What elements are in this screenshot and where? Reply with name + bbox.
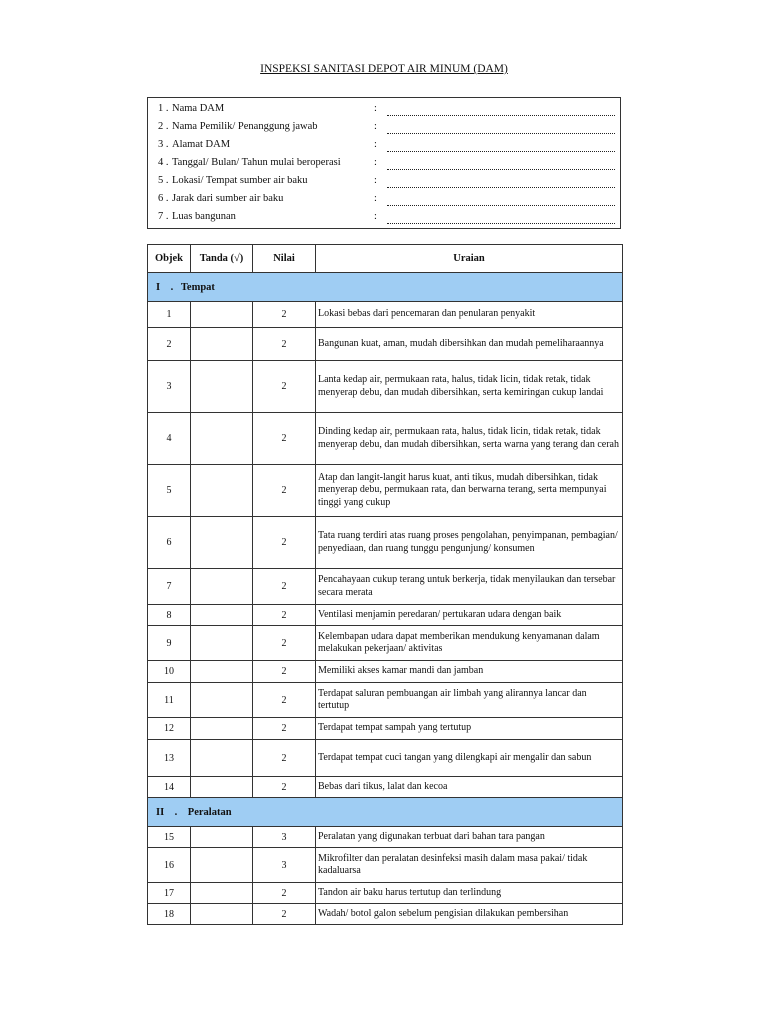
nilai-cell: 2 — [253, 569, 316, 605]
nilai-cell: 2 — [253, 740, 316, 777]
uraian-cell: Ventilasi menjamin peredaran/ pertukaran udara dengan baik — [316, 605, 623, 626]
info-fill-line[interactable] — [387, 223, 615, 224]
objek-cell: 6 — [148, 517, 191, 569]
nilai-cell: 2 — [253, 413, 316, 465]
uraian-cell: Tata ruang terdiri atas ruang proses pengolahan, penyimpanan, pembagian/ penyediaan, dan ruang tunggu pengunjung/ konsumen — [316, 517, 623, 569]
table-row — [148, 827, 623, 848]
info-number: 7 . — [158, 211, 169, 222]
nilai-cell: 2 — [253, 661, 316, 683]
info-fill-line[interactable] — [387, 133, 615, 134]
nilai-cell: 2 — [253, 302, 316, 328]
info-row-nama-dam — [148, 101, 622, 118]
tanda-cell[interactable] — [191, 328, 253, 361]
objek-cell: 10 — [148, 661, 191, 683]
tanda-cell[interactable] — [191, 683, 253, 718]
tanda-cell[interactable] — [191, 777, 253, 798]
info-number: 3 . — [158, 139, 169, 150]
objek-cell: 18 — [148, 904, 191, 925]
table-row — [148, 883, 623, 904]
section-header-peralatan — [148, 798, 623, 827]
table-row — [148, 517, 623, 569]
info-colon: : — [374, 103, 377, 114]
tanda-cell[interactable] — [191, 465, 253, 517]
tanda-cell[interactable] — [191, 718, 253, 740]
table-header-row — [148, 245, 623, 273]
header-nilai: Nilai — [253, 245, 316, 273]
table-row — [148, 718, 623, 740]
objek-cell: 17 — [148, 883, 191, 904]
tanda-cell[interactable] — [191, 517, 253, 569]
info-colon: : — [374, 121, 377, 132]
info-colon: : — [374, 193, 377, 204]
table-row — [148, 740, 623, 777]
table-row — [148, 904, 623, 925]
objek-cell: 4 — [148, 413, 191, 465]
info-number: 5 . — [158, 175, 169, 186]
info-label: Jarak dari sumber air baku — [172, 193, 284, 204]
info-row-tanggal — [148, 155, 622, 172]
uraian-cell: Lokasi bebas dari pencemaran dan penularan penyakit — [316, 302, 623, 328]
header-tanda: Tanda (√) — [191, 245, 253, 273]
tanda-cell[interactable] — [191, 904, 253, 925]
info-fill-line[interactable] — [387, 115, 615, 116]
section-header-tempat — [148, 273, 623, 302]
nilai-cell: 2 — [253, 361, 316, 413]
table-row — [148, 626, 623, 661]
table-row — [148, 413, 623, 465]
table-row — [148, 302, 623, 328]
objek-cell: 1 — [148, 302, 191, 328]
uraian-cell: Peralatan yang digunakan terbuat dari bahan tara pangan — [316, 827, 623, 848]
section-label: I . Tempat — [148, 273, 623, 302]
nilai-cell: 3 — [253, 827, 316, 848]
uraian-cell: Tandon air baku harus tertutup dan terlindung — [316, 883, 623, 904]
table-row — [148, 661, 623, 683]
info-colon: : — [374, 139, 377, 150]
info-fill-line[interactable] — [387, 187, 615, 188]
uraian-cell: Atap dan langit-langit harus kuat, anti tikus, mudah dibersihkan, tidak menyerap debu, permukaan rata, dan berwarna terang, serta mempunyai tinggi yang cukup — [316, 465, 623, 517]
table-row — [148, 777, 623, 798]
uraian-cell: Terdapat tempat sampah yang tertutup — [316, 718, 623, 740]
info-row-luas — [148, 209, 622, 226]
tanda-cell[interactable] — [191, 661, 253, 683]
objek-cell: 3 — [148, 361, 191, 413]
tanda-cell[interactable] — [191, 302, 253, 328]
info-number: 1 . — [158, 103, 169, 114]
info-row-pemilik — [148, 119, 622, 136]
uraian-cell: Bangunan kuat, aman, mudah dibersihkan dan mudah pemeliharaannya — [316, 328, 623, 361]
info-colon: : — [374, 175, 377, 186]
nilai-cell: 2 — [253, 777, 316, 798]
table-row — [148, 361, 623, 413]
tanda-cell[interactable] — [191, 626, 253, 661]
tanda-cell[interactable] — [191, 827, 253, 848]
section-label: II . Peralatan — [148, 798, 623, 827]
info-label: Tanggal/ Bulan/ Tahun mulai beroperasi — [172, 157, 341, 168]
nilai-cell: 2 — [253, 904, 316, 925]
nilai-cell: 2 — [253, 883, 316, 904]
uraian-cell: Mikrofilter dan peralatan desinfeksi masih dalam masa pakai/ tidak kadaluarsa — [316, 848, 623, 883]
info-label: Alamat DAM — [172, 139, 231, 150]
info-row-jarak — [148, 191, 622, 208]
nilai-cell: 3 — [253, 848, 316, 883]
objek-cell: 11 — [148, 683, 191, 718]
uraian-cell: Wadah/ botol galon sebelum pengisian dilakukan pembersihan — [316, 904, 623, 925]
tanda-cell[interactable] — [191, 413, 253, 465]
nilai-cell: 2 — [253, 328, 316, 361]
info-number: 4 . — [158, 157, 169, 168]
uraian-cell: Kelembapan udara dapat memberikan mendukung kenyamanan dalam melakukan pekerjaan/ aktivitas — [316, 626, 623, 661]
uraian-cell: Bebas dari tikus, lalat dan kecoa — [316, 777, 623, 798]
header-objek: Objek — [148, 245, 191, 273]
uraian-cell: Terdapat saluran pembuangan air limbah yang alirannya lancar dan tertutup — [316, 683, 623, 718]
tanda-cell[interactable] — [191, 883, 253, 904]
table-row — [148, 328, 623, 361]
objek-cell: 7 — [148, 569, 191, 605]
tanda-cell[interactable] — [191, 605, 253, 626]
uraian-cell: Dinding kedap air, permukaan rata, halus, tidak licin, tidak retak, tidak menyerap debu, dan mudah dibersihkan, serta warna yang terang dan cerah — [316, 413, 623, 465]
nilai-cell: 2 — [253, 626, 316, 661]
table-row — [148, 569, 623, 605]
inspection-table — [147, 244, 623, 925]
info-label: Lokasi/ Tempat sumber air baku — [172, 175, 308, 186]
uraian-cell: Pencahayaan cukup terang untuk berkerja, tidak menyilaukan dan tersebar secara merata — [316, 569, 623, 605]
info-fill-line[interactable] — [387, 151, 615, 152]
dam-info-box — [147, 97, 621, 229]
info-fill-line[interactable] — [387, 169, 615, 170]
objek-cell: 12 — [148, 718, 191, 740]
info-row-alamat — [148, 137, 622, 154]
table-row — [148, 465, 623, 517]
tanda-cell[interactable] — [191, 848, 253, 883]
nilai-cell: 2 — [253, 517, 316, 569]
info-fill-line[interactable] — [387, 205, 615, 206]
uraian-cell: Terdapat tempat cuci tangan yang dilengkapi air mengalir dan sabun — [316, 740, 623, 777]
objek-cell: 9 — [148, 626, 191, 661]
info-label: Nama Pemilik/ Penanggung jawab — [172, 121, 318, 132]
objek-cell: 13 — [148, 740, 191, 777]
info-label: Nama DAM — [172, 103, 225, 114]
info-colon: : — [374, 211, 377, 222]
document-title: INSPEKSI SANITASI DEPOT AIR MINUM (DAM) — [260, 63, 508, 75]
nilai-cell: 2 — [253, 718, 316, 740]
tanda-cell[interactable] — [191, 361, 253, 413]
info-number: 2 . — [158, 121, 169, 132]
objek-cell: 16 — [148, 848, 191, 883]
uraian-cell: Memiliki akses kamar mandi dan jamban — [316, 661, 623, 683]
uraian-cell: Lanta kedap air, permukaan rata, halus, tidak licin, tidak retak, tidak menyerap debu, dan mudah dibersihkan, serta kemiringan cukup landai — [316, 361, 623, 413]
tanda-cell[interactable] — [191, 569, 253, 605]
objek-cell: 5 — [148, 465, 191, 517]
table-row — [148, 683, 623, 718]
tanda-cell[interactable] — [191, 740, 253, 777]
objek-cell: 2 — [148, 328, 191, 361]
info-label: Luas bangunan — [172, 211, 236, 222]
info-number: 6 . — [158, 193, 169, 204]
nilai-cell: 2 — [253, 605, 316, 626]
nilai-cell: 2 — [253, 683, 316, 718]
table-row — [148, 848, 623, 883]
objek-cell: 8 — [148, 605, 191, 626]
table-row — [148, 605, 623, 626]
objek-cell: 15 — [148, 827, 191, 848]
nilai-cell: 2 — [253, 465, 316, 517]
objek-cell: 14 — [148, 777, 191, 798]
info-row-lokasi — [148, 173, 622, 190]
header-uraian: Uraian — [316, 245, 623, 273]
info-colon: : — [374, 157, 377, 168]
